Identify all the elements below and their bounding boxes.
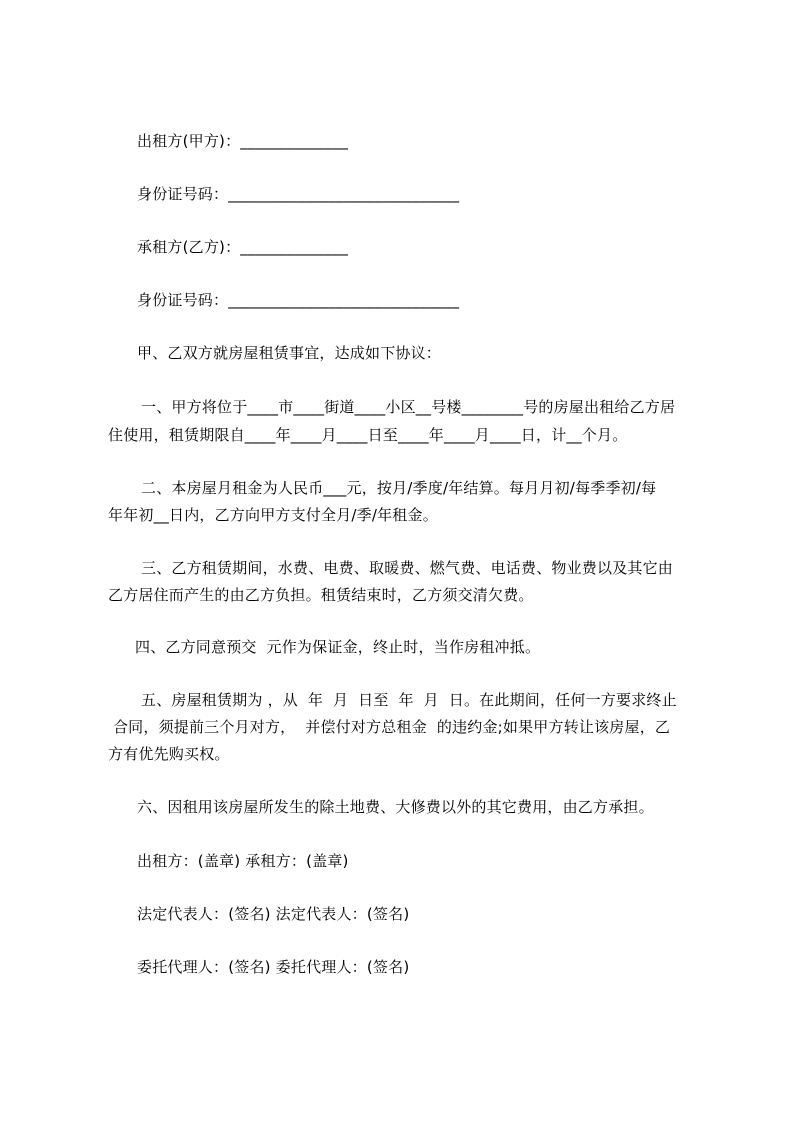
signature-legal-rep-line: 法定代表人：(签名) 法定代表人：(签名) (137, 905, 410, 923)
lessee-id-line: 身份证号码：______________________________ (137, 291, 460, 309)
clause-1-line-2: 住使用，租赁期限自____年____月____日至____年____月____日，计__个月。 (108, 426, 628, 444)
clause-2-line-1: 二、本房屋月租金为人民币___元，按月/季度/年结算。每月月初/每季季初/每 (141, 479, 657, 497)
clause-2-line-2: 年年初__日内，乙方向甲方支付全月/季/年租金。 (108, 506, 438, 524)
clause-4: 四、乙方同意预交 元作为保证金，终止时，当作房租冲抵。 (135, 638, 541, 656)
clause-3-line-2: 乙方居住而产生的由乙方负担。租赁结束时，乙方须交清欠费。 (108, 586, 534, 604)
lessor-id-line: 身份证号码：______________________________ (137, 185, 460, 203)
agreement-intro: 甲、乙双方就房屋租赁事宜，达成如下协议： (137, 344, 442, 362)
clause-5-line-2: 合同，须提前三个月对方， 并偿付对方总租金 的违约金;如果甲方转让该房屋，乙 (108, 718, 671, 736)
clause-5-line-3: 方有优先购买权。 (108, 745, 230, 763)
clause-3-line-1: 三、乙方租赁期间，水费、电费、取暖费、燃气费、电话费、物业费以及其它由 (141, 559, 674, 577)
clause-6: 六、因租用该房屋所发生的除土地费、大修费以外的其它费用，由乙方承担。 (137, 798, 654, 816)
clause-1-line-1: 一、甲方将位于____市____街道____小区__号楼________号的房屋出租给乙方居 (141, 398, 676, 416)
lessee-line: 承租方(乙方)：______________ (137, 238, 349, 256)
clause-5-line-1: 五、房屋租赁期为 ，从 年 月 日至 年 月 日。在此期间，任何一方要求终止 (141, 691, 677, 709)
signature-agent-line: 委托代理人：(签名) 委托代理人：(签名) (137, 958, 410, 976)
lessor-line: 出租方(甲方)：______________ (137, 132, 349, 150)
signature-seal-line: 出租方：(盖章) 承租方：(盖章) (137, 852, 349, 870)
